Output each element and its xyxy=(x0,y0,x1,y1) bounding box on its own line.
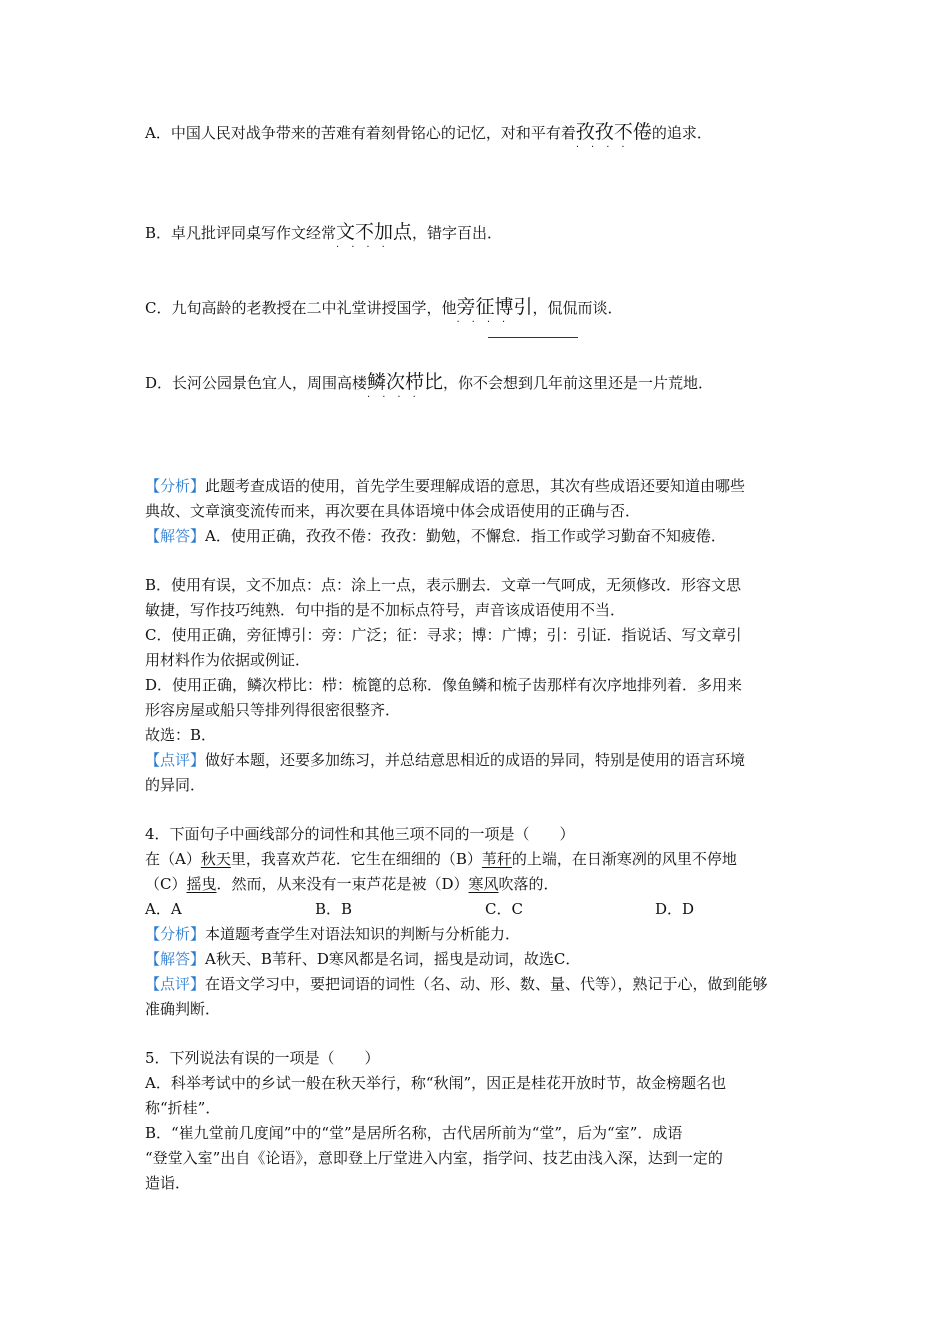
q5-option-a-1: A．科举考试中的乡试一般在秋天举行，称“秋闱”，因正是桂花开放时节，故金榜题名也 xyxy=(145,1074,727,1092)
q4-sentence-1: 在（A）秋天里，我喜欢芦花．它生在细细的（B）苇秆的上端，在日渐寒冽的风里不停地 xyxy=(145,850,737,868)
tag-dianping: 【点评】 xyxy=(145,751,206,769)
underlined-word-a: 秋天 xyxy=(200,850,231,868)
answer-line-c2: 用材料作为依据或例证． xyxy=(145,651,311,669)
q4-comment-1: 【点评】在语文学习中，要把词语的词性（名、动、形、数、量、代等），熟记于心，做到能够 xyxy=(145,975,768,993)
q4-comment-2: 准确判断． xyxy=(145,1000,221,1018)
q5-option-b-1: B．“崔九堂前几度闻”中的“堂”是居所名称，古代居所前为“堂”，后为“室”．成语 xyxy=(145,1124,683,1142)
idiom-d: 鳞次栉比 ···· xyxy=(367,371,444,403)
answer-line-d1: D．使用正确，鳞次栉比：栉：梳篦的总称．像鱼鳞和梳子齿那样有次序地排列着．多用来 xyxy=(145,676,743,694)
underlined-word-b: 苇秆 xyxy=(481,850,512,868)
tag-jieda: 【解答】 xyxy=(145,527,206,545)
underline-rule xyxy=(488,337,578,338)
comment-line-1: 【点评】做好本题，还要多加练习，并总结意思相近的成语的异同，特别是使用的语言环境 xyxy=(145,751,746,769)
q4-options xyxy=(145,899,694,919)
q4-option-c: C．C xyxy=(485,900,523,918)
emphasis-dots: ···· xyxy=(336,242,397,253)
idiom-b: 文不加点 ···· xyxy=(336,221,413,253)
option-b: B．卓凡批评同桌写作文经常文不加点 ···· ，错字百出． xyxy=(145,221,503,253)
analysis-line-1: 【分析】此题考查成语的使用，首先学生要理解成语的意思，其次有些成语还要知道由哪些 xyxy=(145,477,746,495)
answer-line-d2: 形容房屋或船只等排列得很密很整齐． xyxy=(145,701,401,719)
q5-stem: 5．下列说法有误的一项是（ ） xyxy=(145,1049,380,1067)
q5-option-b-2: “登堂入室”出自《论语》，意即登上厅堂进入内室，指学问、技艺由浅入深，达到一定的 xyxy=(145,1149,723,1167)
underlined-word-c: 摇曳 xyxy=(186,875,217,893)
q4-analysis: 【分析】本道题考查学生对语法知识的判断与分析能力． xyxy=(145,925,521,943)
emphasis-dots: ···· xyxy=(456,317,518,328)
option-d: D．长河公园景色宜人，周围高楼鳞次栉比 ···· ，你不会想到几年前这里还是一片荒地． xyxy=(145,371,714,403)
emphasis-dots: ···· xyxy=(575,142,637,153)
option-a: A．中国人民对战争带来的苦难有着刻骨铭心的记忆，对和平有着孜孜不倦 ···· 的追求． xyxy=(145,121,712,153)
q4-option-a: A．A xyxy=(145,900,182,918)
answer-choice: 故选：B． xyxy=(145,726,217,744)
comment-line-2: 的异同． xyxy=(145,776,206,794)
q4-option-d: D．D xyxy=(655,900,695,918)
tag-jieda: 【解答】 xyxy=(145,950,206,968)
emphasis-dots: ···· xyxy=(367,392,428,403)
answer-line-c1: C．使用正确，旁征博引：旁：广泛；征：寻求；博：广博；引：引证．指说话、写文章引 xyxy=(145,626,742,644)
tag-dianping: 【点评】 xyxy=(145,975,206,993)
q4-answer: 【解答】A秋天、B苇秆、D寒风都是名词，摇曳是动词，故选C． xyxy=(145,950,581,968)
idiom-c: 旁征博引 ···· xyxy=(456,296,533,328)
q4-sentence-2: （C）摇曳．然而，从来没有一束芦花是被（D）寒风吹落的． xyxy=(145,875,559,893)
analysis-line-2: 典故、文章演变流传而来，再次要在具体语境中体会成语使用的正确与否． xyxy=(145,502,641,520)
q5-option-b-3: 造诣． xyxy=(145,1174,191,1192)
q4-option-b: B．B xyxy=(315,900,353,918)
underlined-word-d: 寒风 xyxy=(468,875,499,893)
idiom-a: 孜孜不倦 ···· xyxy=(575,121,652,153)
tag-fenxi: 【分析】 xyxy=(145,477,206,495)
answer-line-b1: B．使用有误，文不加点：点：涂上一点，表示删去．文章一气呵成，无须修改．形容文思 xyxy=(145,576,742,594)
answer-line-a: 【解答】A．使用正确，孜孜不倦：孜孜：勤勉，不懈怠．指工作或学习勤奋不知疲倦． xyxy=(145,527,726,545)
q5-option-a-2: 称“折桂”． xyxy=(145,1099,221,1117)
answer-line-b2: 敏捷，写作技巧纯熟．句中指的是不加标点符号，声音该成语使用不当． xyxy=(145,601,626,619)
tag-fenxi: 【分析】 xyxy=(145,925,206,943)
q4-stem: 4．下面句子中画线部分的词性和其他三项不同的一项是（ ） xyxy=(145,825,575,843)
option-c: C．九旬高龄的老教授在二中礼堂讲授国学，他旁征博引 ···· ，侃侃而谈． xyxy=(145,296,623,328)
